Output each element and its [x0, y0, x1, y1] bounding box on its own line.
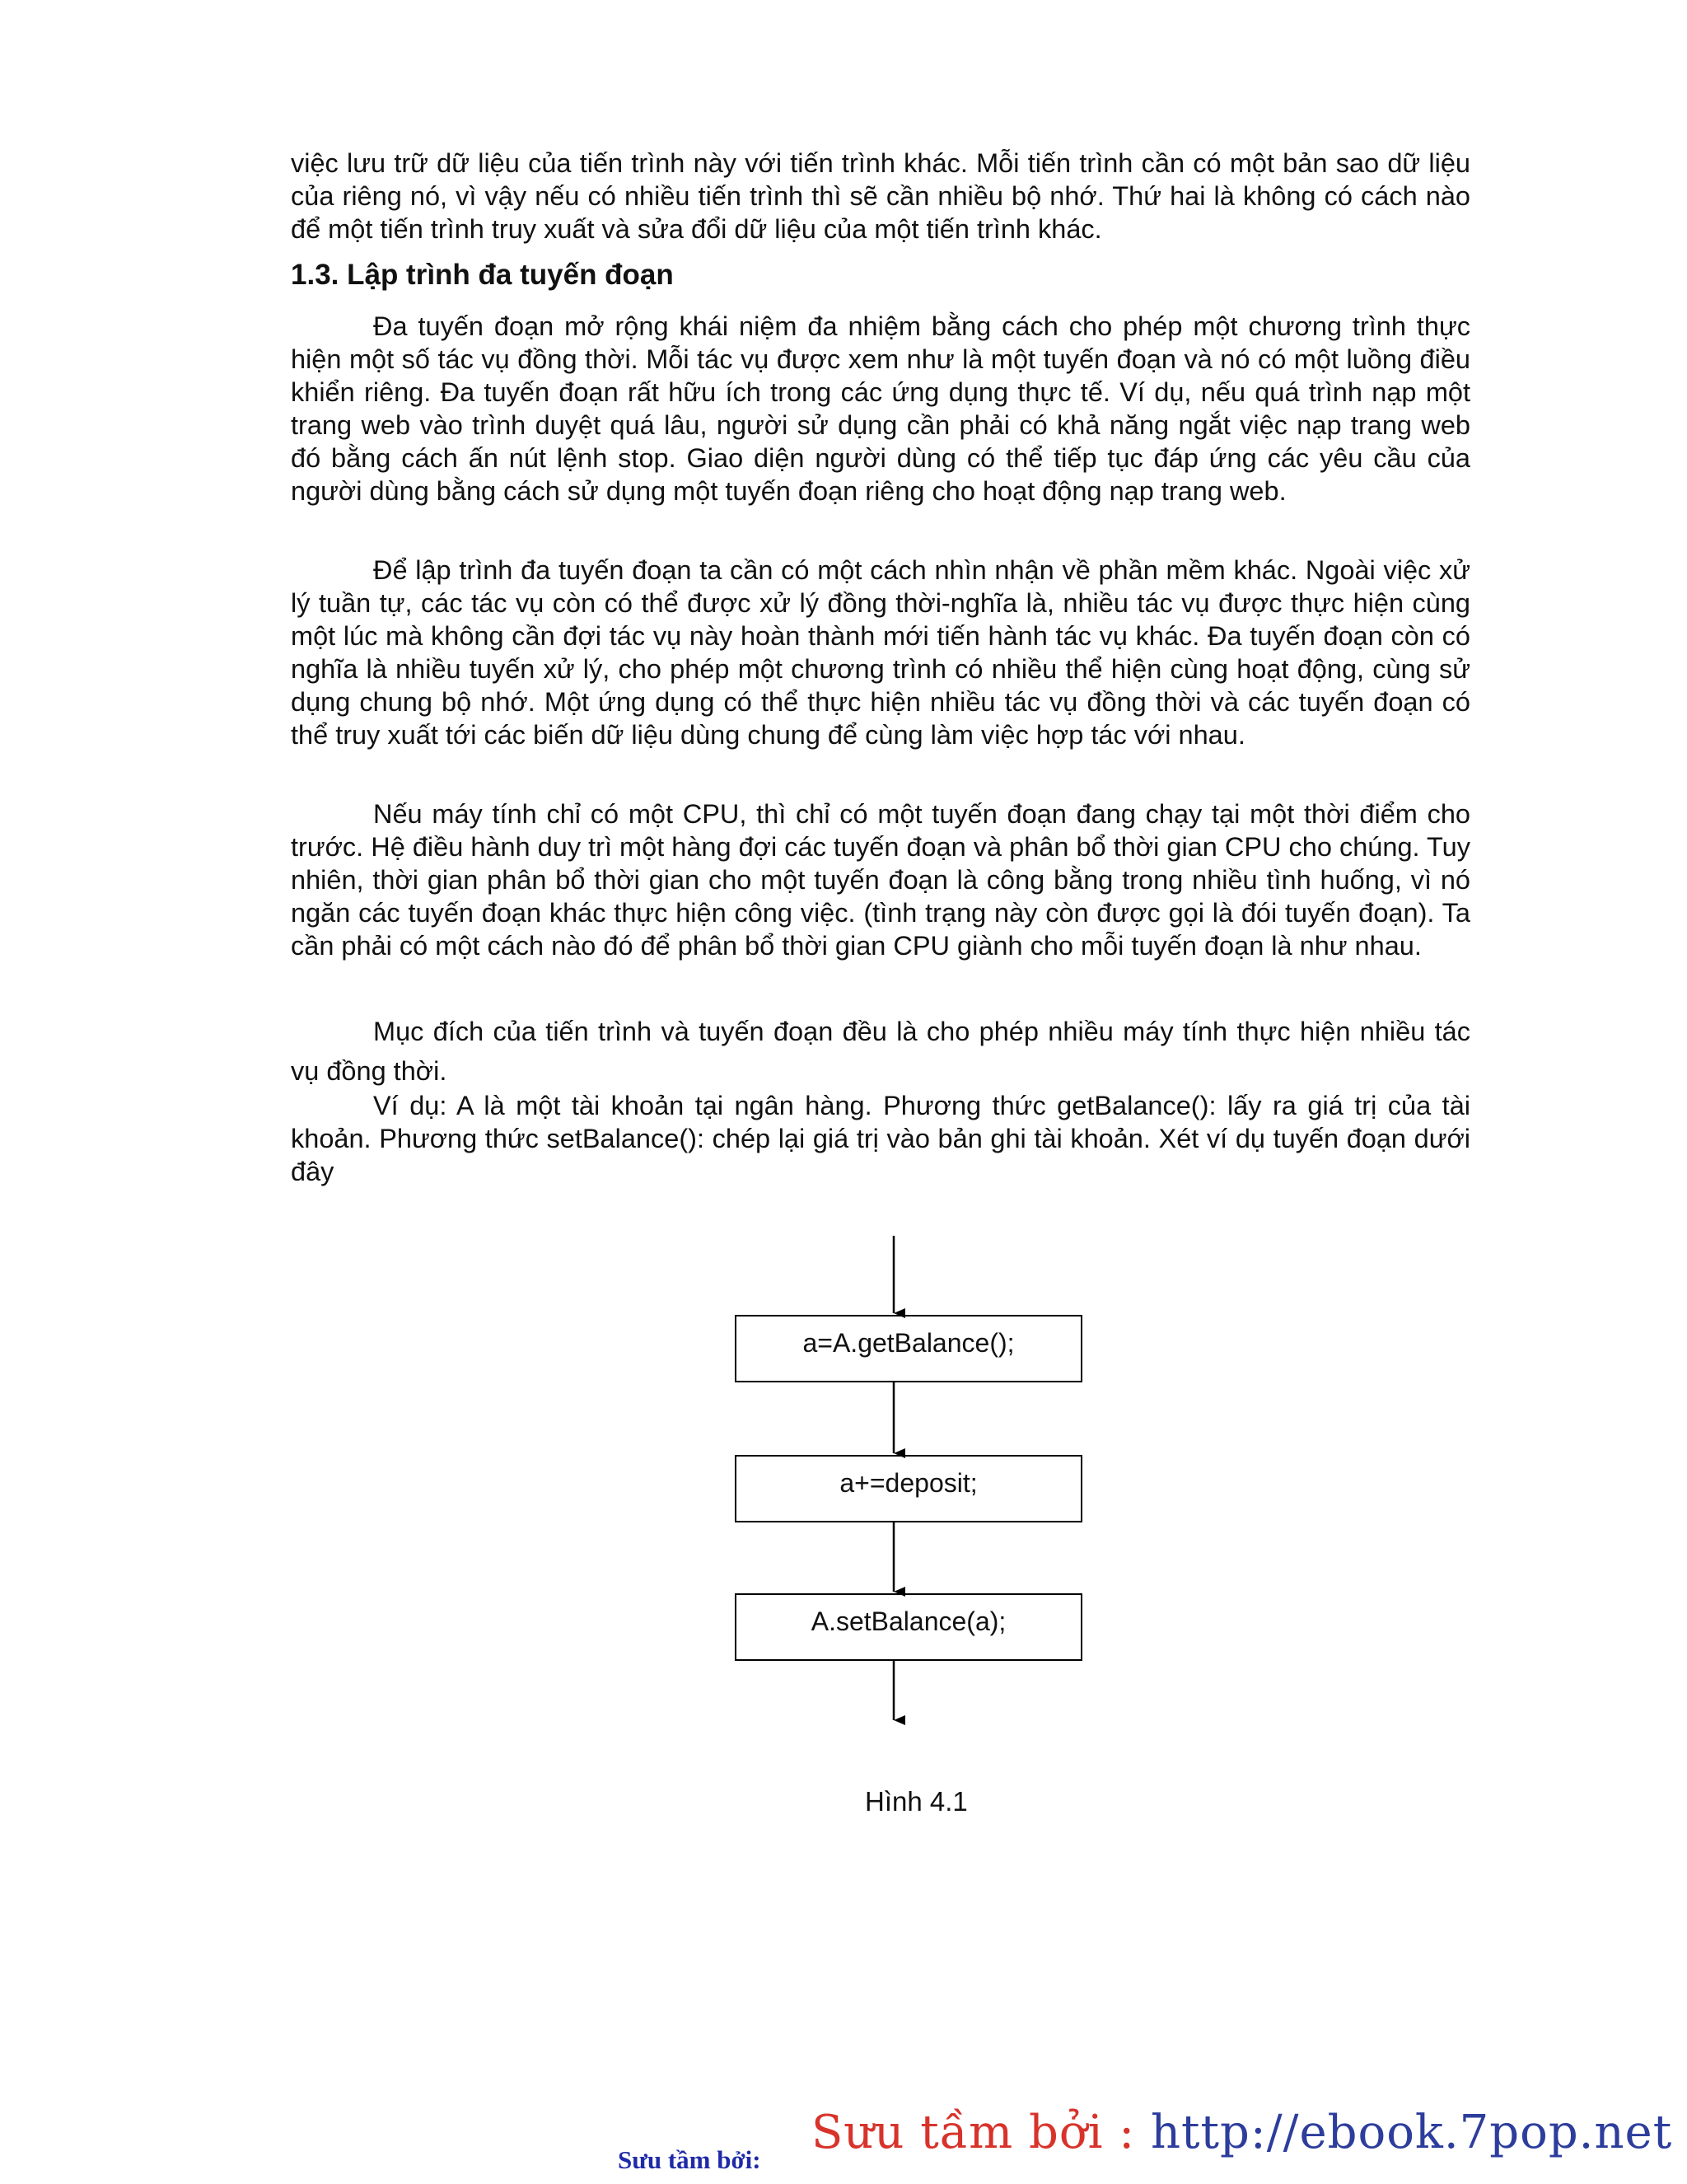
watermark-prefix: Sưu tầm bởi :	[811, 2106, 1151, 2159]
watermark	[811, 2106, 1672, 2159]
watermark-url: http://ebook.7pop.net	[1150, 2106, 1673, 2159]
figure-caption: Hình 4.1	[865, 1786, 968, 1817]
body-paragraph: Mục đích của tiến trình và tuyến đoạn đều là cho phép nhiều máy tính thực hiện nhiều tác vụ đồng thời.	[291, 1017, 1470, 1086]
body-paragraph: Ví dụ: A là một tài khoản tại ngân hàng. Phương thức getBalance(): lấy ra giá trị của tài khoản. Phương thức setBalance(): chép lại giá trị vào bản ghi tài khoản. Xét ví dụ tuyến đoạn dưới đây	[291, 1091, 1470, 1186]
body-paragraph: Nếu máy tính chỉ có một CPU, thì chỉ có một tuyến đoạn đang chạy tại một thời điểm cho trước. Hệ điều hành duy trì một hàng đợi các tuyến đoạn và phân bổ thời gian CPU cho chúng. Tuy nhiên, thời gian phân bổ thời gian cho một tuyến đoạn là công bằng trong nhiều tình huống, vì nó ngăn các tuyến đoạn khác thực hiện công việc. (tình trạng này còn được gọi là đói tuyến đoạn). Ta cần phải có một cách nào đó để phân bổ thời gian CPU giành cho mỗi tuyến đoạn là như nhau.	[291, 799, 1470, 961]
section-heading: 1.3. Lập trình đa tuyến đoạn	[291, 259, 674, 291]
intro-paragraph: việc lưu trữ dữ liệu của tiến trình này với tiến trình khác. Mỗi tiến trình cần có một bản sao dữ liệu của riêng nó, vì vậy nếu có nhiều tiến trình thì sẽ cần nhiều bộ nhớ. Thứ hai là không có cách nào để một tiến trình truy xuất và sửa đổi dữ liệu của một tiến trình khác.	[291, 148, 1470, 244]
footer-credit: Sưu tầm bởi:	[618, 2145, 761, 2174]
flowchart-step-deposit: a+=deposit;	[735, 1455, 1082, 1522]
body-paragraph: Đa tuyến đoạn mở rộng khái niệm đa nhiệm bằng cách cho phép một chương trình thực hiện một số tác vụ đồng thời. Mỗi tác vụ được xem như là một tuyến đoạn và nó có một luồng điều khiển riêng. Đa tuyến đoạn rất hữu ích trong các ứng dụng thực tế. Ví dụ, nếu quá trình nạp một trang web vào trình duyệt quá lâu, người sử dụng cần phải có khả năng ngắt việc nạp trang web đó bằng cách ấn nút lệnh stop. Giao diện người dùng có thể tiếp tục đáp ứng các yêu cầu của người dùng bằng cách sử dụng một tuyến đoạn riêng cho hoạt động nạp trang web.	[291, 311, 1470, 506]
flowchart-step-set-balance: A.setBalance(a);	[735, 1593, 1082, 1661]
body-paragraph: Để lập trình đa tuyến đoạn ta cần có một cách nhìn nhận về phần mềm khác. Ngoài việc xử lý tuần tự, các tác vụ còn có thể được xử lý đồng thời-nghĩa là, nhiều tác vụ được thực hiện cùng một lúc mà không cần đợi tác vụ này hoàn thành mới tiến hành tác vụ khác. Đa tuyến đoạn còn có nghĩa là nhiều tuyến xử lý, cho phép một chương trình có nhiều thể hiện cùng hoạt động, cùng sử dụng chung bộ nhớ. Một ứng dụng có thể thực hiện nhiều tác vụ đồng thời và các tuyến đoạn có thể truy xuất tới các biến dữ liệu dùng chung để cùng làm việc hợp tác với nhau.	[291, 555, 1470, 750]
flowchart-step-get-balance: a=A.getBalance();	[735, 1315, 1082, 1382]
